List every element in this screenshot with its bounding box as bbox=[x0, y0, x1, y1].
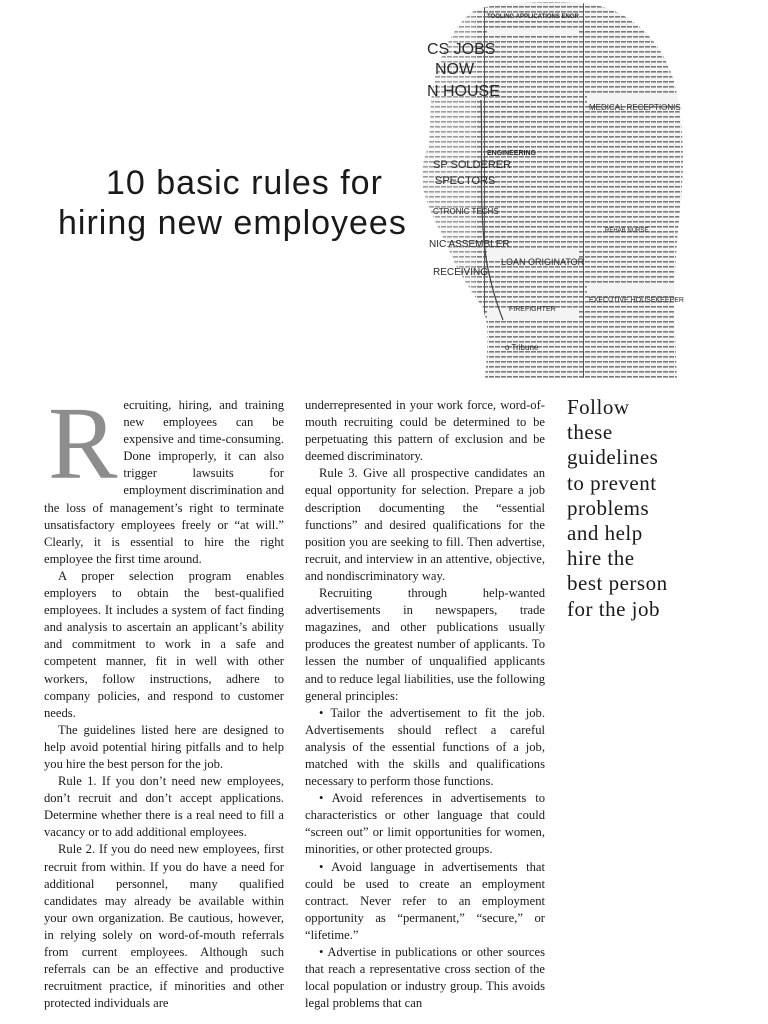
newspaper-heading: NIC ASSEMBLER bbox=[429, 239, 510, 250]
paragraph-text: ecruiting, hiring, and training new employees can be expensive and time-consuming. Done improperly, it can also trigger lawsuits for employment discrimination and the loss of management’s right to terminate unsatisfactory employees freely or “at will.” Clearly, it is essential to hire the right employee the first time around. bbox=[44, 398, 284, 566]
article-paragraph: A proper selection program enables employers to obtain the best-qualified employees. It includes a system of fact finding and analysis to ascertain an applicant’s ability and commitment to work in a safe and competent manner, fit in well with other workers, follow instructions, adhere to company policies, and respond to customer needs. bbox=[44, 568, 284, 720]
article-paragraph: Rule 1. If you don’t need new employees, don’t recruit and don’t accept applications. Determine whether there is a real need to fill a vacancy or to add additional employees. bbox=[44, 774, 284, 840]
article-paragraph: Rule 2. If you do need new employees, first recruit from within. If you do have a need for additional personnel, many qualified candidates may already be available within your own organization. Be cautious, however, in relying solely on word-of-mouth referrals from current employees. Although such referrals can be an effective and productive recruitment practice, if minorities and other protected individuals are bbox=[44, 842, 284, 1011]
newspaper-heading: SPECTORS bbox=[435, 175, 496, 187]
newspaper-heading: EXECUTIVE HOUSEKEEPER bbox=[589, 297, 684, 304]
pull-quote-line: problems bbox=[567, 495, 650, 520]
drop-cap-letter: R bbox=[48, 386, 118, 501]
newspaper-heading: SP SOLDERER bbox=[433, 159, 512, 171]
newspaper-heading: ENGINEERING bbox=[487, 150, 537, 157]
newspaper-head-illustration bbox=[405, 0, 685, 378]
article-paragraph: • Avoid language in advertisements that could be used to create an employment contract. Never refer to an employment opportunity as “permanent,” “secure,” or “lifetime.” bbox=[305, 859, 545, 942]
article-paragraph bbox=[44, 386, 284, 568]
article-paragraph: • Avoid references in advertisements to characteristics or other language that could “screen out” or limit opportunities for women, minorities, or other protected groups. bbox=[305, 791, 545, 857]
newspaper-heading: FIREFIGHTER bbox=[509, 306, 556, 313]
newspaper-heading: o Tribune bbox=[505, 343, 539, 352]
pull-quote-line: to prevent bbox=[567, 470, 657, 495]
article-title bbox=[58, 163, 407, 243]
newspaper-heading: N HOUSE bbox=[427, 83, 500, 100]
article-paragraph: Recruiting through help-wanted advertisements in newspapers, trade magazines, and other publications usually produces the greatest number of applicants. To lessen the number of unqualified applicants and to reduce legal liabilities, use the following general principles: bbox=[305, 586, 545, 703]
pull-quote-line: Follow bbox=[567, 395, 630, 419]
newspaper-heading: LOAN ORIGINATOR bbox=[501, 257, 585, 267]
pull-quote-line: best person bbox=[567, 571, 668, 596]
pull-quote-line: guidelines bbox=[567, 445, 659, 470]
newspaper-heading: RECEIVING bbox=[433, 267, 489, 278]
article-paragraph: • Tailor the advertisement to fit the job. Advertisements should reflect a careful analysis of the essential functions of a job, matched with the skills and qualifications necessary to perform those functions. bbox=[305, 705, 545, 789]
newspaper-heading: NOW bbox=[435, 61, 475, 78]
article-paragraph: underrepresented in your work force, word-of-mouth recruiting could be determined to be perpetuating this pattern of exclusion and be deemed discriminatory. bbox=[305, 398, 545, 464]
newspaper-heading: TOOLING APPLICATIONS ENGR bbox=[487, 14, 579, 20]
pull-quote-line: these bbox=[567, 420, 613, 445]
article-paragraph: • Advertise in publications or other sources that reach a representative cross section of the local population or industry group. This avoids legal problems that can bbox=[305, 945, 545, 1011]
article-column-2 bbox=[305, 397, 545, 1012]
pull-quote-line: and help bbox=[567, 521, 643, 546]
article-column-1 bbox=[44, 386, 284, 1012]
newspaper-heading: CTRONIC TECHS bbox=[433, 207, 499, 216]
article-paragraph: The guidelines listed here are designed to help avoid potential hiring pitfalls and to help you hire the best person for the job. bbox=[44, 722, 284, 771]
pull-quote-line: hire the bbox=[567, 546, 635, 571]
pull-quote bbox=[567, 395, 687, 622]
article-title-line-1: 10 basic rules for bbox=[106, 164, 383, 202]
newspaper-heading: CS JOBS bbox=[427, 41, 496, 58]
newspaper-heading: REHAB NURSE bbox=[605, 228, 649, 234]
article-paragraph: Rule 3. Give all prospective candidates an equal opportunity for selection. Prepare a job description documenting the “essential functions” and desired qualifications for the position you are seeking to fill. Then advertise, recruit, and interview in an attentive, objective, and nondiscriminatory way. bbox=[305, 466, 545, 583]
pull-quote-line: for the job bbox=[567, 596, 660, 621]
newspaper-heading: MEDICAL RECEPTIONIS bbox=[589, 103, 681, 112]
article-title-line-2: hiring new employees bbox=[58, 204, 407, 242]
